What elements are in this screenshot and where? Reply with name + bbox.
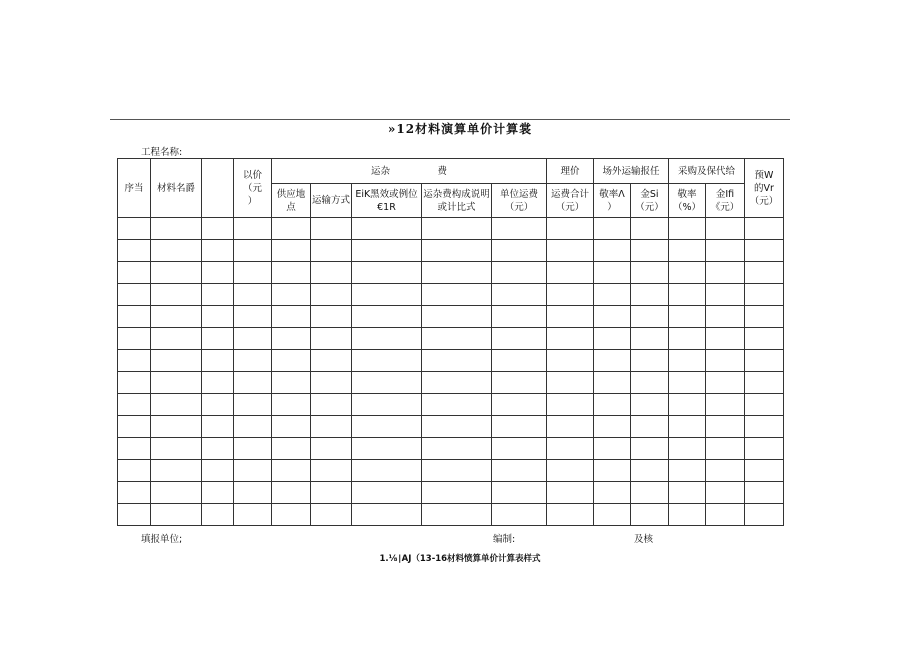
table-cell[interactable]: [745, 394, 784, 416]
table-cell[interactable]: [745, 460, 784, 482]
table-cell[interactable]: [706, 460, 745, 482]
table-cell[interactable]: [706, 350, 745, 372]
table-cell[interactable]: [492, 504, 547, 526]
table-cell[interactable]: [422, 284, 492, 306]
table-cell[interactable]: [745, 262, 784, 284]
table-cell[interactable]: [272, 306, 311, 328]
table-cell[interactable]: [669, 328, 706, 350]
table-cell[interactable]: [547, 262, 594, 284]
table-cell[interactable]: [422, 218, 492, 240]
table-caption: 1.⅛∣AJ（13-16材料愤算单价计算表样式: [379, 554, 541, 564]
header-weight-coef: EiK黑效或例位 €1R: [352, 184, 422, 218]
editor-label: 编制:: [493, 534, 516, 545]
table-cell[interactable]: [352, 372, 422, 394]
table-cell[interactable]: [422, 438, 492, 460]
table-cell[interactable]: [745, 306, 784, 328]
table-cell[interactable]: [492, 438, 547, 460]
table-cell[interactable]: [669, 504, 706, 526]
header-price-group: 理价: [547, 159, 594, 184]
table-cell[interactable]: [547, 394, 594, 416]
table-row: [118, 240, 784, 262]
table-cell[interactable]: [202, 284, 234, 306]
table-cell[interactable]: [272, 504, 311, 526]
table-cell[interactable]: [706, 262, 745, 284]
table-cell[interactable]: [352, 262, 422, 284]
table-cell[interactable]: [669, 394, 706, 416]
table-cell[interactable]: [422, 306, 492, 328]
table-cell[interactable]: [272, 284, 311, 306]
table-cell[interactable]: [352, 350, 422, 372]
table-cell[interactable]: [745, 504, 784, 526]
table-cell[interactable]: [492, 482, 547, 504]
table-cell[interactable]: [234, 350, 272, 372]
table-cell[interactable]: [118, 284, 151, 306]
page-title: »12材料演算单价计算裳: [387, 122, 533, 136]
table-cell[interactable]: [594, 306, 631, 328]
table-cell[interactable]: [422, 240, 492, 262]
table-cell[interactable]: [118, 350, 151, 372]
table-cell[interactable]: [706, 306, 745, 328]
table-cell[interactable]: [492, 240, 547, 262]
table-cell[interactable]: [422, 460, 492, 482]
table-cell[interactable]: [151, 460, 202, 482]
table-cell[interactable]: [234, 394, 272, 416]
table-cell[interactable]: [151, 328, 202, 350]
header-seq: 序当: [118, 159, 151, 218]
table-cell[interactable]: [234, 218, 272, 240]
table-cell[interactable]: [151, 350, 202, 372]
table-cell[interactable]: [151, 240, 202, 262]
table-cell[interactable]: [594, 372, 631, 394]
table-cell[interactable]: [151, 218, 202, 240]
table-cell[interactable]: [745, 218, 784, 240]
table-cell[interactable]: [118, 372, 151, 394]
table-row: [118, 328, 784, 350]
table-cell[interactable]: [202, 460, 234, 482]
table-cell[interactable]: [151, 284, 202, 306]
table-row: [118, 350, 784, 372]
table-cell[interactable]: [631, 240, 669, 262]
table-cell[interactable]: [352, 416, 422, 438]
table-cell[interactable]: [352, 394, 422, 416]
table-cell[interactable]: [669, 460, 706, 482]
table-cell[interactable]: [706, 394, 745, 416]
table-cell[interactable]: [352, 460, 422, 482]
table-cell[interactable]: [202, 504, 234, 526]
header-purchase-group: 采购及保代给: [669, 159, 745, 184]
table-cell[interactable]: [631, 306, 669, 328]
table-cell[interactable]: [272, 416, 311, 438]
table-cell[interactable]: [234, 240, 272, 262]
table-cell[interactable]: [745, 284, 784, 306]
table-cell[interactable]: [352, 438, 422, 460]
table-cell[interactable]: [745, 416, 784, 438]
table-cell[interactable]: [311, 504, 352, 526]
table-cell[interactable]: [631, 372, 669, 394]
table-cell[interactable]: [234, 482, 272, 504]
table-cell[interactable]: [492, 460, 547, 482]
header-purchase-amount: 金Ifi 《元）: [706, 184, 745, 218]
table-cell[interactable]: [118, 240, 151, 262]
table-cell[interactable]: [745, 240, 784, 262]
table-cell[interactable]: [272, 262, 311, 284]
table-cell[interactable]: [272, 218, 311, 240]
table-cell[interactable]: [151, 504, 202, 526]
header-freight-group: 运杂 费: [272, 159, 547, 184]
table-cell[interactable]: [151, 416, 202, 438]
table-cell[interactable]: [151, 306, 202, 328]
table-cell[interactable]: [594, 482, 631, 504]
table-row: [118, 416, 784, 438]
table-cell[interactable]: [547, 328, 594, 350]
table-cell[interactable]: [594, 438, 631, 460]
table-cell[interactable]: [669, 262, 706, 284]
table-cell[interactable]: [492, 416, 547, 438]
table-cell[interactable]: [202, 262, 234, 284]
table-cell[interactable]: [745, 438, 784, 460]
table-cell[interactable]: [669, 284, 706, 306]
reviewer-label: 及核: [634, 534, 654, 545]
table-cell[interactable]: [234, 372, 272, 394]
header-offsite-amount: 金Si （元）: [631, 184, 669, 218]
table-cell[interactable]: [118, 262, 151, 284]
table-cell[interactable]: [547, 284, 594, 306]
table-cell[interactable]: [706, 328, 745, 350]
table-cell[interactable]: [151, 394, 202, 416]
table-cell[interactable]: [706, 438, 745, 460]
table-cell[interactable]: [547, 240, 594, 262]
table-cell[interactable]: [745, 372, 784, 394]
table-row: [118, 218, 784, 240]
header-unit-freight: 单位运费 （元）: [492, 184, 547, 218]
table-cell[interactable]: [631, 284, 669, 306]
table-cell[interactable]: [706, 284, 745, 306]
table-cell[interactable]: [706, 372, 745, 394]
table-cell[interactable]: [669, 438, 706, 460]
table-cell[interactable]: [352, 328, 422, 350]
table-cell[interactable]: [706, 240, 745, 262]
table-cell[interactable]: [631, 438, 669, 460]
table-cell[interactable]: [118, 482, 151, 504]
table-cell[interactable]: [745, 328, 784, 350]
table-cell[interactable]: [631, 350, 669, 372]
table-cell[interactable]: [669, 372, 706, 394]
table-cell[interactable]: [492, 350, 547, 372]
table-cell[interactable]: [118, 306, 151, 328]
table-row: [118, 482, 784, 504]
table-cell[interactable]: [422, 482, 492, 504]
table-cell[interactable]: [669, 218, 706, 240]
table-cell[interactable]: [234, 416, 272, 438]
table-cell[interactable]: [118, 328, 151, 350]
table-cell[interactable]: [706, 482, 745, 504]
table-cell[interactable]: [706, 218, 745, 240]
table-cell[interactable]: [272, 350, 311, 372]
table-cell[interactable]: [669, 350, 706, 372]
table-cell[interactable]: [202, 394, 234, 416]
table-cell[interactable]: [594, 218, 631, 240]
table-cell[interactable]: [492, 284, 547, 306]
table-cell[interactable]: [311, 394, 352, 416]
table-cell[interactable]: [118, 394, 151, 416]
table-cell[interactable]: [311, 328, 352, 350]
table-cell[interactable]: [547, 482, 594, 504]
table-cell[interactable]: [492, 328, 547, 350]
table-cell[interactable]: [202, 328, 234, 350]
table-cell[interactable]: [234, 262, 272, 284]
table-cell[interactable]: [202, 306, 234, 328]
table-cell[interactable]: [594, 240, 631, 262]
table-cell[interactable]: [272, 372, 311, 394]
table-cell[interactable]: [631, 416, 669, 438]
table-cell[interactable]: [422, 328, 492, 350]
table-row: [118, 438, 784, 460]
table-cell[interactable]: [547, 350, 594, 372]
table-cell[interactable]: [631, 460, 669, 482]
table-cell[interactable]: [311, 218, 352, 240]
table-cell[interactable]: [422, 416, 492, 438]
table-cell[interactable]: [492, 394, 547, 416]
table-cell[interactable]: [631, 504, 669, 526]
header-material-name: 材料名爵: [151, 159, 202, 218]
table-cell[interactable]: [631, 328, 669, 350]
table-cell[interactable]: [202, 350, 234, 372]
table-cell[interactable]: [118, 416, 151, 438]
header-freight-desc: 运杂费构成说明 或计比式: [422, 184, 492, 218]
table-cell[interactable]: [669, 240, 706, 262]
table-cell[interactable]: [745, 482, 784, 504]
table-cell[interactable]: [118, 504, 151, 526]
table-cell[interactable]: [547, 372, 594, 394]
table-cell[interactable]: [234, 328, 272, 350]
header-offsite-group: 场外运输报任: [594, 159, 669, 184]
header-original-price: 以价 （元 ）: [234, 159, 272, 218]
table-cell[interactable]: [594, 262, 631, 284]
table-cell[interactable]: [352, 306, 422, 328]
table-cell[interactable]: [202, 218, 234, 240]
table-cell[interactable]: [547, 438, 594, 460]
table-cell[interactable]: [272, 482, 311, 504]
project-name-label: 工程名称:: [141, 147, 183, 158]
table-cell[interactable]: [311, 350, 352, 372]
table-row: [118, 284, 784, 306]
table-cell[interactable]: [151, 438, 202, 460]
table-cell[interactable]: [594, 460, 631, 482]
table-row: [118, 394, 784, 416]
header-purchase-rate: 敬率 （%）: [669, 184, 706, 218]
table-cell[interactable]: [631, 218, 669, 240]
table-cell[interactable]: [311, 460, 352, 482]
table-cell[interactable]: [352, 504, 422, 526]
table-cell[interactable]: [669, 482, 706, 504]
table-row: [118, 372, 784, 394]
table-cell[interactable]: [118, 218, 151, 240]
table-cell[interactable]: [706, 416, 745, 438]
table-row: [118, 262, 784, 284]
table-cell[interactable]: [492, 218, 547, 240]
table-cell[interactable]: [547, 504, 594, 526]
table-cell[interactable]: [311, 284, 352, 306]
table-cell[interactable]: [422, 350, 492, 372]
header-budget-price: 预W 的Vr （元）: [745, 159, 784, 218]
table-cell[interactable]: [234, 504, 272, 526]
table-cell[interactable]: [547, 416, 594, 438]
table-cell[interactable]: [594, 328, 631, 350]
table-cell[interactable]: [594, 416, 631, 438]
table-cell[interactable]: [234, 460, 272, 482]
table-cell[interactable]: [669, 306, 706, 328]
material-price-table: [117, 158, 784, 526]
table-cell[interactable]: [234, 284, 272, 306]
header-offsite-rate: 敬率Λ ）: [594, 184, 631, 218]
table-cell[interactable]: [202, 416, 234, 438]
table-cell[interactable]: [118, 460, 151, 482]
table-cell[interactable]: [631, 394, 669, 416]
table-cell[interactable]: [547, 218, 594, 240]
table-cell[interactable]: [202, 372, 234, 394]
table-cell[interactable]: [745, 350, 784, 372]
table-cell[interactable]: [594, 394, 631, 416]
table-cell[interactable]: [272, 394, 311, 416]
table-row: [118, 460, 784, 482]
header-supply-place: 供应地 点: [272, 184, 311, 218]
table-cell[interactable]: [547, 306, 594, 328]
table-row: [118, 306, 784, 328]
table-cell[interactable]: [492, 306, 547, 328]
table-cell[interactable]: [202, 240, 234, 262]
table-cell[interactable]: [311, 372, 352, 394]
fill-unit-label: 填报单位;: [141, 534, 183, 545]
table-row: [118, 504, 784, 526]
table-cell[interactable]: [422, 262, 492, 284]
table-cell[interactable]: [151, 482, 202, 504]
table-cell[interactable]: [272, 240, 311, 262]
table-cell[interactable]: [594, 504, 631, 526]
table-cell[interactable]: [492, 262, 547, 284]
table-cell[interactable]: [272, 438, 311, 460]
header-freight-total: 运费合计 （元）: [547, 184, 594, 218]
table-cell[interactable]: [234, 306, 272, 328]
header-blank: [202, 159, 234, 218]
table-cell[interactable]: [352, 284, 422, 306]
table-cell[interactable]: [272, 460, 311, 482]
table-cell[interactable]: [352, 482, 422, 504]
table-cell[interactable]: [422, 504, 492, 526]
table-cell[interactable]: [151, 372, 202, 394]
table-cell[interactable]: [631, 262, 669, 284]
table-cell[interactable]: [706, 504, 745, 526]
table-cell[interactable]: [594, 350, 631, 372]
table-cell[interactable]: [118, 438, 151, 460]
table-cell[interactable]: [422, 372, 492, 394]
table-cell[interactable]: [311, 306, 352, 328]
table-cell[interactable]: [631, 482, 669, 504]
table-cell[interactable]: [492, 372, 547, 394]
table-cell[interactable]: [202, 438, 234, 460]
table-cell[interactable]: [272, 328, 311, 350]
table-cell[interactable]: [352, 240, 422, 262]
table-cell[interactable]: [594, 284, 631, 306]
table-cell[interactable]: [311, 482, 352, 504]
table-cell[interactable]: [202, 482, 234, 504]
table-cell[interactable]: [234, 438, 272, 460]
table-cell[interactable]: [669, 416, 706, 438]
table-cell[interactable]: [547, 460, 594, 482]
table-cell[interactable]: [311, 262, 352, 284]
table-cell[interactable]: [311, 438, 352, 460]
table-cell[interactable]: [422, 394, 492, 416]
table-cell[interactable]: [151, 262, 202, 284]
table-cell[interactable]: [311, 416, 352, 438]
table-cell[interactable]: [352, 218, 422, 240]
header-transport-mode: 运输方式: [311, 184, 352, 218]
table-cell[interactable]: [311, 240, 352, 262]
